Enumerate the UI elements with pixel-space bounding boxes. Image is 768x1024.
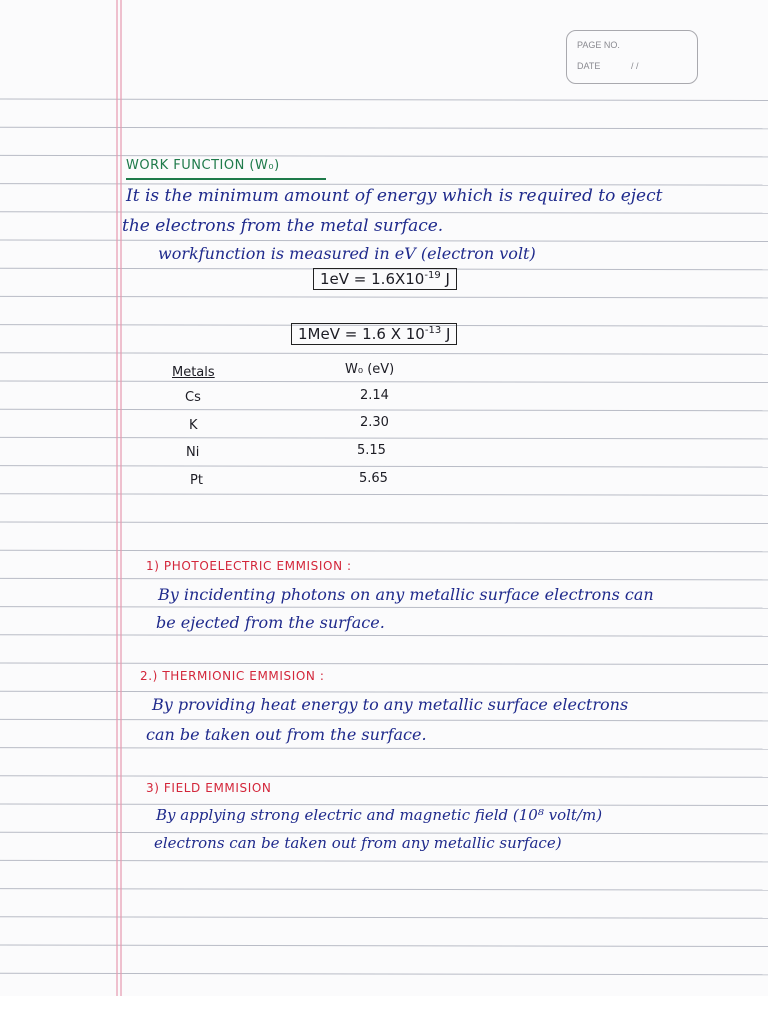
- field-heading: 3) FIELD EMMISION: [146, 781, 272, 795]
- table-value: 5.15: [357, 443, 386, 458]
- formula-ev: 1eV = 1.6X10: [320, 270, 425, 288]
- photoelectric-line-2: be ejected from the surface.: [156, 613, 385, 632]
- definition-line-1: It is the minimum amount of energy which is required to eject: [126, 186, 663, 206]
- date-value: / /: [631, 61, 639, 71]
- formula-mev-unit: J: [445, 325, 451, 343]
- table-value: 2.14: [360, 388, 389, 403]
- page-date-stamp: [566, 30, 698, 84]
- table-metal: Ni: [186, 445, 200, 460]
- thermionic-line-2: can be taken out from the surface.: [146, 725, 427, 744]
- date-label: DATE: [577, 61, 601, 71]
- thermionic-heading: 2.) THERMIONIC EMMISION :: [140, 669, 325, 683]
- field-line-2: electrons can be taken out from any metallic surface): [154, 834, 562, 852]
- formula-ev-unit: J: [445, 270, 450, 288]
- table-value: 5.65: [359, 471, 388, 486]
- heading-underline: [126, 178, 326, 180]
- formula-ev-box: [313, 268, 457, 290]
- table-header-metal: Metals: [172, 365, 215, 380]
- work-function-heading: WORK FUNCTION (W₀): [126, 158, 280, 173]
- field-line-1: By applying strong electric and magnetic field (10⁸ volt/m): [156, 806, 603, 824]
- formula-mev: 1MeV = 1.6 X 10: [298, 325, 425, 343]
- thermionic-line-1: By providing heat energy to any metallic surface electrons: [152, 695, 629, 714]
- table-metal: Pt: [190, 473, 203, 488]
- page-no-label: PAGE NO.: [577, 40, 620, 50]
- formula-ev-exponent: -19: [424, 270, 441, 281]
- formula-mev-box: [291, 323, 457, 345]
- formula-mev-exponent: -13: [424, 325, 442, 336]
- unit-note: workfunction is measured in eV (electron volt): [158, 244, 536, 263]
- photoelectric-line-1: By incidenting photons on any metallic surface electrons can: [158, 585, 654, 604]
- table-metal: K: [189, 418, 198, 433]
- table-value: 2.30: [360, 415, 389, 430]
- page-bottom-edge: [0, 996, 768, 1024]
- table-header-value: W₀ (eV): [345, 362, 395, 377]
- table-metal: Cs: [185, 390, 201, 405]
- definition-line-2: the electrons from the metal surface.: [122, 216, 444, 236]
- photoelectric-heading: 1) PHOTOELECTRIC EMMISION :: [146, 559, 352, 573]
